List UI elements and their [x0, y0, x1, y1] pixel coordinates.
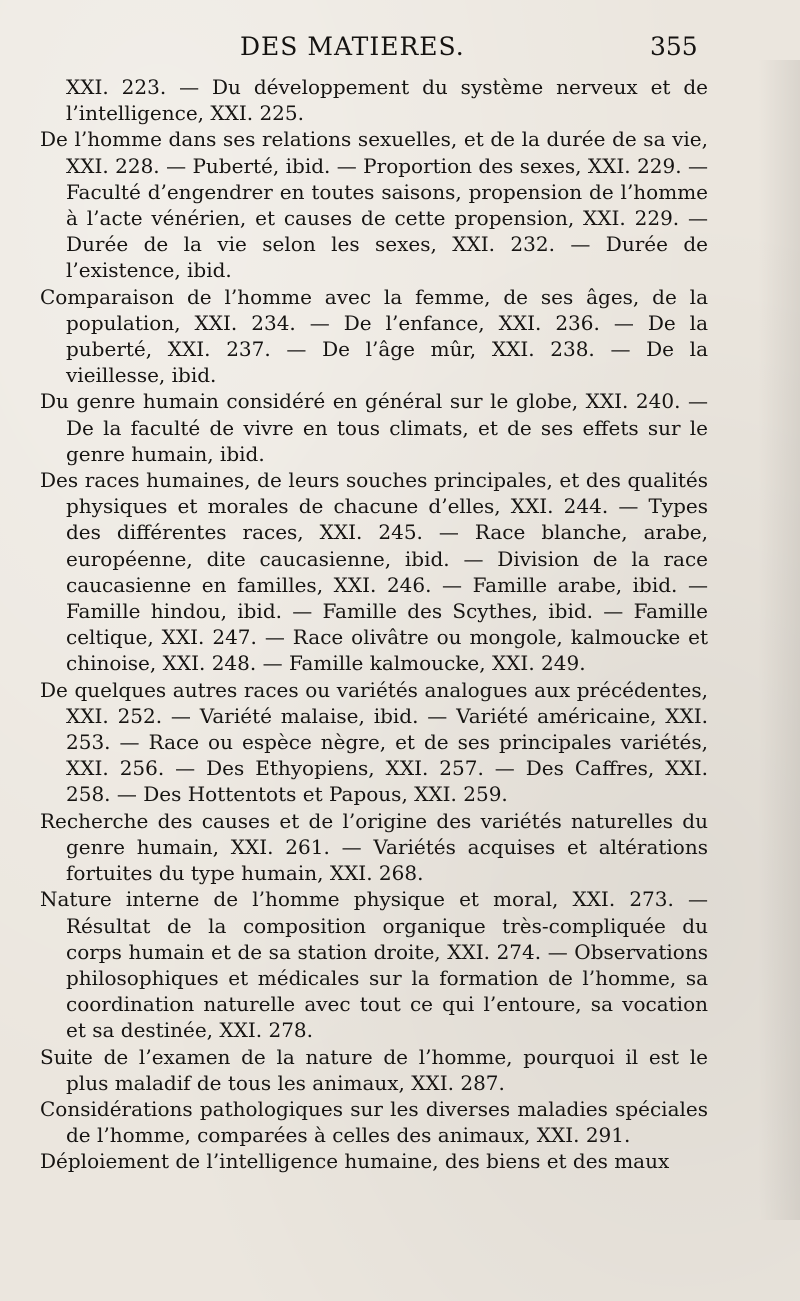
index-entry: De l’homme dans ses relations sexuelles, et de la durée de sa vie, XXI. 228. — Puberté, ibid. — Proportion des sexes, XXI. 229. — Faculté d’engendrer en toutes saisons, propension de l’homme à l’acte vénérien, et causes de cette propension, XXI. 229. — Durée de la vie selon les sexes, XXI. 232. — Durée de l’existence, ibid. — [40, 127, 708, 283]
index-entry: Des races humaines, de leurs souches principales, et des qualités physiques et morales de chacune d’elles, XXI. 244. — Types des différentes races, XXI. 245. — Race blanche, arabe, européenne, dite caucasienne, ibid. — Division de la race caucasienne en familles, XXI. 246. — Famille arabe, ibid. — Famille hindou, ibid. — Famille des Scythes, ibid. — Famille celtique, XXI. 247. — Race olivâtre ou mongole, kalmoucke et chinoise, XXI. 248. — Famille kalmoucke, XXI. 249. — [40, 468, 708, 676]
index-entry: De quelques autres races ou variétés analogues aux précédentes, XXI. 252. — Variété malaise, ibid. — Variété américaine, XXI. 253. — Race ou espèce nègre, et de ses principales variétés, XXI. 256. — Des Ethyopiens, XXI. 257. — Des Caffres, XXI. 258. — Des Hottentots et Papous, XXI. 259. — [40, 677, 708, 807]
running-title: DES MATIERES. — [240, 32, 465, 61]
index-entry: Déploiement de l’intelligence humaine, des biens et des maux — [40, 1149, 670, 1174]
index-entries — [40, 74, 708, 1175]
index-entry: Nature interne de l’homme physique et moral, XXI. 273. — Résultat de la composition organique très-compliquée du corps humain et de sa station droite, XXI. 274. — Observations philosophiques et médicales sur la formation de l’homme, sa coordination naturelle avec tout ce qui l’entoure, sa vocation et sa destinée, XXI. 278. — [40, 887, 708, 1043]
index-entry: Du genre humain considéré en général sur le globe, XXI. 240. — De la faculté de vivre en tous climats, et de ses effets sur le genre humain, ibid. — [40, 389, 708, 466]
index-entry: Considérations pathologiques sur les diverses maladies spéciales de l’homme, comparées à celles des animaux, XXI. 291. — [40, 1096, 708, 1148]
page-header — [0, 32, 800, 72]
index-entry: Comparaison de l’homme avec la femme, de ses âges, de la population, XXI. 234. — De l’enfance, XXI. 236. — De la puberté, XXI. 237. — De l’âge mûr, XXI. 238. — De la vieillesse, ibid. — [40, 284, 708, 388]
index-entry: XXI. 223. — Du développement du système nerveux et de l’intelligence, XXI. 225. — [66, 75, 708, 126]
page-edge-shadow — [758, 60, 800, 1220]
index-entry: Recherche des causes et de l’origine des variétés naturelles du genre humain, XXI. 261. — Variétés acquises et altérations fortuites du type humain, XXI. 268. — [40, 808, 708, 886]
page-number: 355 — [650, 32, 698, 61]
index-entry: Suite de l’examen de la nature de l’homme, pourquoi il est le plus maladif de tous les animaux, XXI. 287. — [40, 1044, 708, 1095]
